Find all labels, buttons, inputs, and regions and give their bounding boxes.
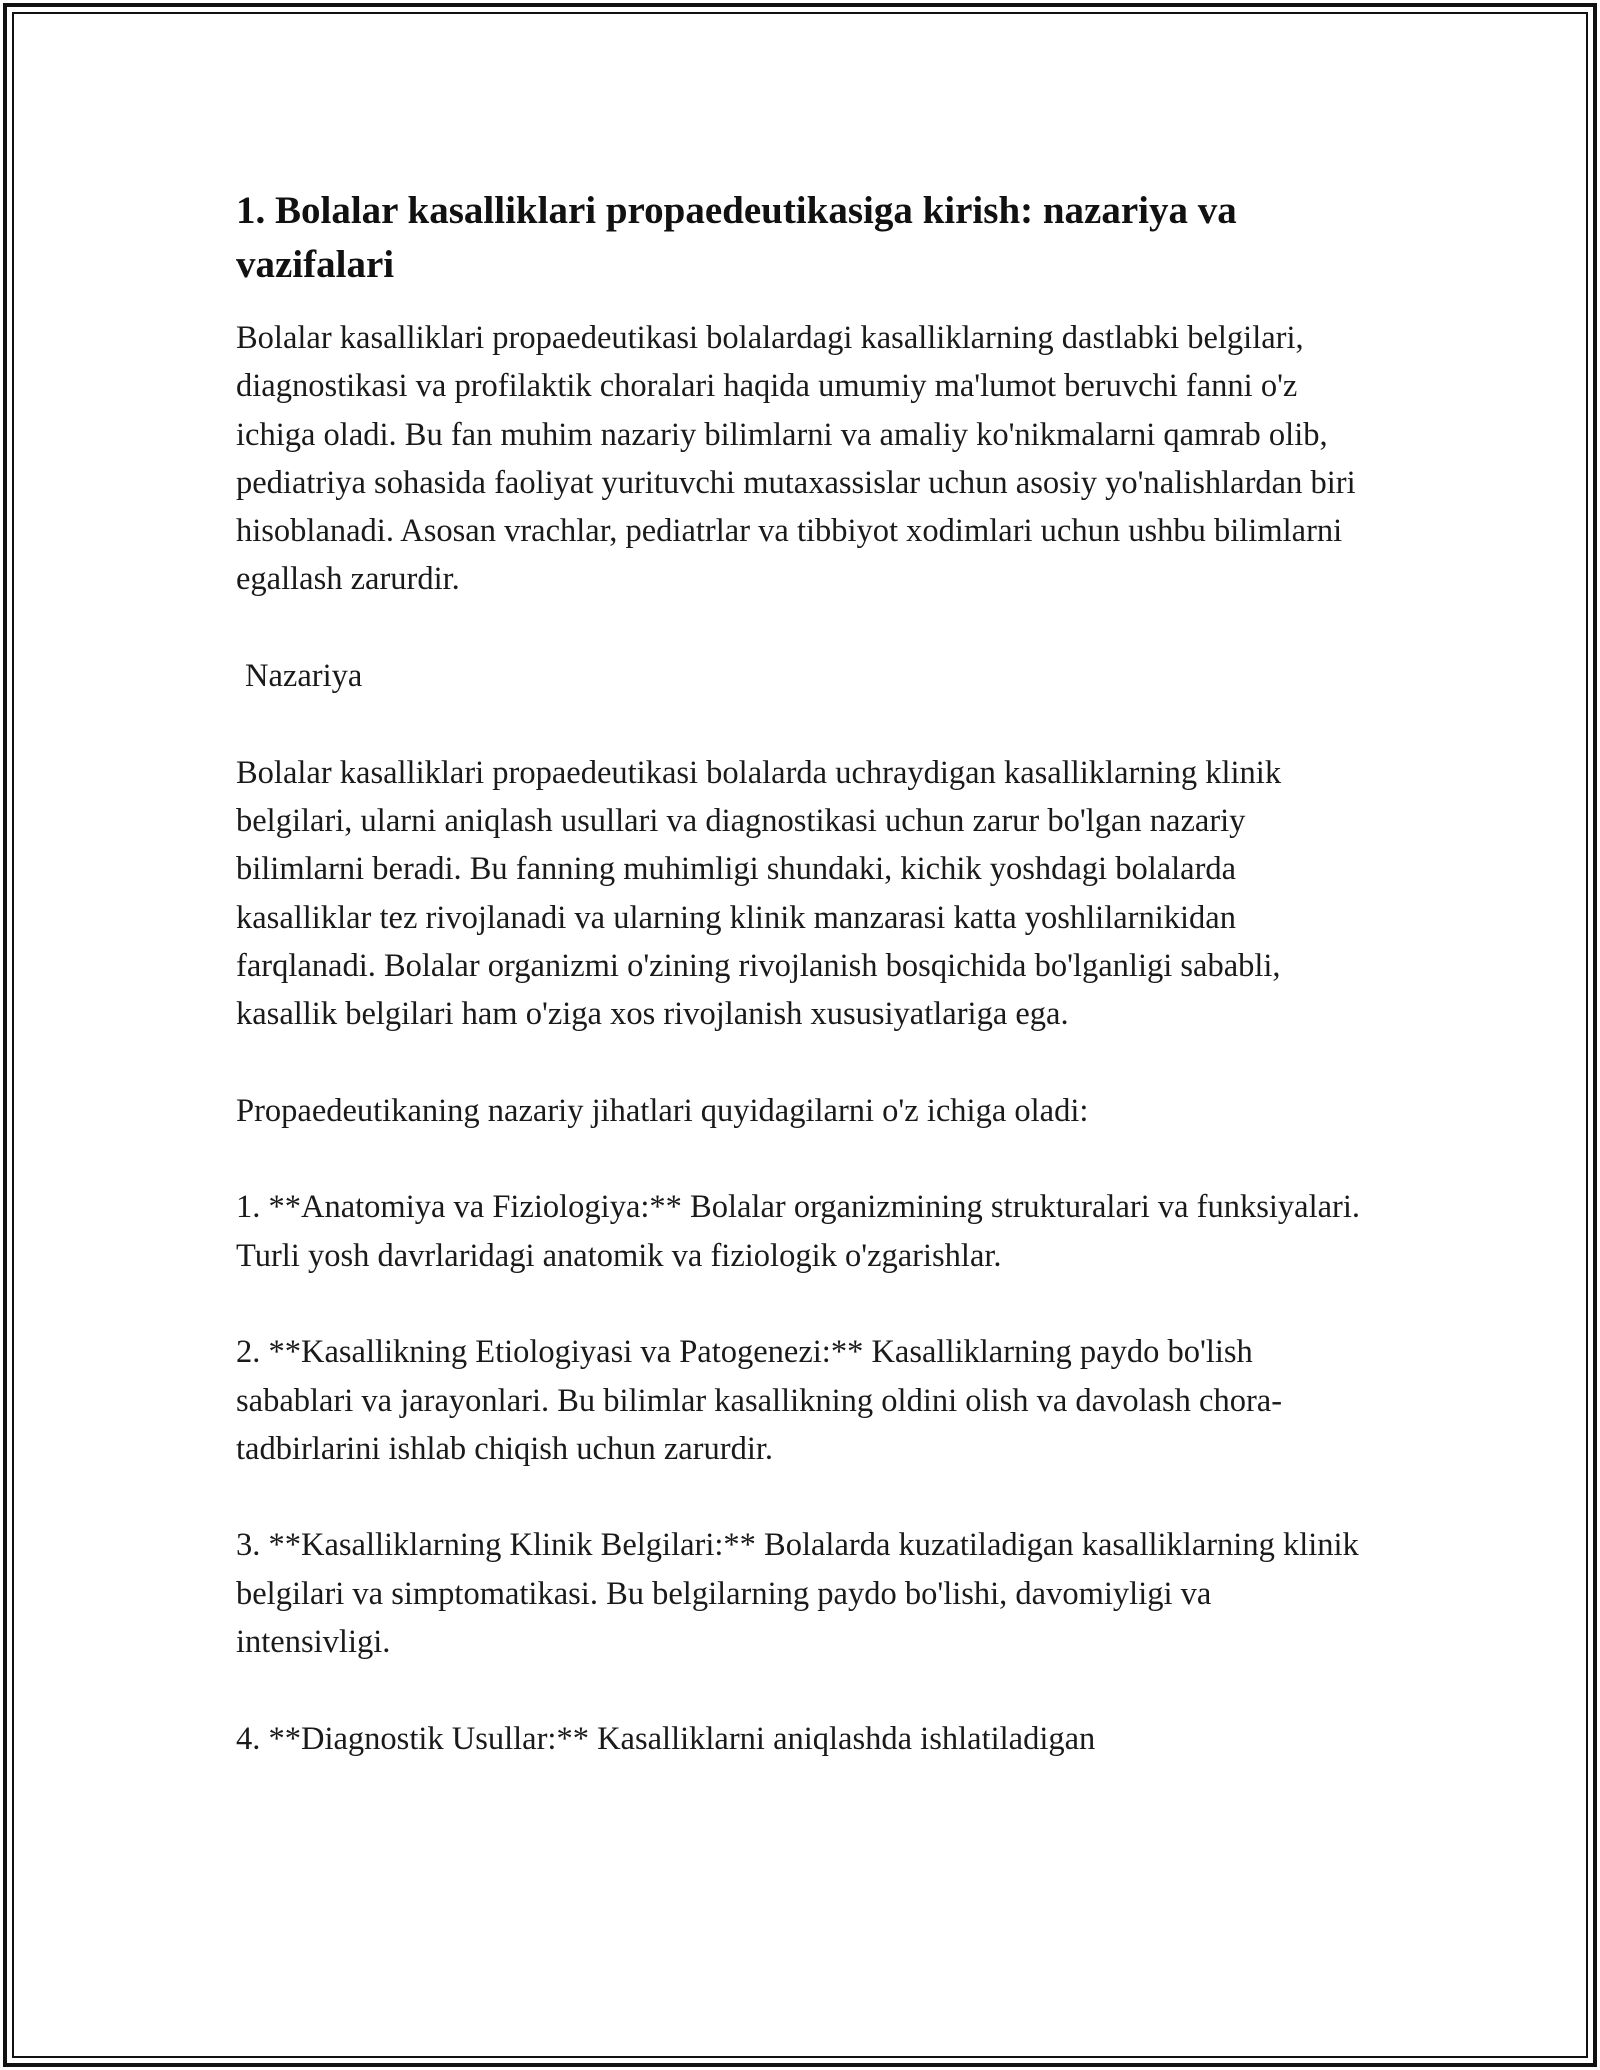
theory-paragraph: Bolalar kasalliklari propaedeutikasi bolalarda uchraydigan kasalliklarning klinik belgilari, ularni aniqlash usullari va diagnostikasi uchun zarur bo'lgan nazariy bilimlarni beradi. Bu fanning muhimligi shundaki, kichik yoshdagi bolalarda kasalliklar tez rivojlanadi va ularning klinik manzarasi katta yoshlilarnikidan farqlanadi. Bolalar organizmi o'zining rivojlanish bosqichida bo'lganligi sababli, kasallik belgilari ham o'ziga xos rivojlanish xususiyatlariga ega. <box>236 754 1282 1033</box>
document-title: 1. Bolalar kasalliklari propaedeutikasiga kirish: nazariya va vazifalari <box>236 189 1237 286</box>
list-item-diagnostics: 4. **Diagnostik Usullar:** Kasalliklarni aniqlashda ishlatiladigan <box>236 1720 1096 1757</box>
list-item-clinical-signs: 3. **Kasalliklarning Klinik Belgilari:** Bolalarda kuzatiladigan kasalliklarning klinik belgilari va simptomatikasi. Bu belgilarning paydo bo'lishi, davomiyligi va intensivligi. <box>236 1527 1359 1661</box>
list-intro: Propaedeutikaning nazariy jihatlari quyidagilarni o'z ichiga oladi: <box>236 1092 1089 1129</box>
document-body <box>236 184 1366 1763</box>
section-heading-nazariya: Nazariya <box>245 658 363 695</box>
intro-paragraph: Bolalar kasalliklari propaedeutikasi bolalardagi kasalliklarning dastlabki belgilari, diagnostikasi va profilaktik choralari haqida umumiy ma'lumot beruvchi fanni o'z ichiga oladi. Bu fan muhim nazariy bilimlarni va amaliy ko'nikmalarni qamrab olib, pediatriya sohasida faoliyat yurituvchi mutaxassislar uchun asosiy yo'nalishlardan biri hisoblanadi. Asosan vrachlar, pediatrlar va tibbiyot xodimlari uchun ushbu bilimlarni egallash zarurdir. <box>236 320 1356 598</box>
list-item-anatomy: 1. **Anatomiya va Fiziologiya:** Bolalar organizmining strukturalari va funksiyalari. Turli yosh davrlaridagi anatomik va fiziologik o'zgarishlar. <box>236 1189 1361 1274</box>
list-item-etiology: 2. **Kasallikning Etiologiyasi va Patogenezi:** Kasalliklarning paydo bo'lish sabablari va jarayonlari. Bu bilimlar kasallikning oldini olish va davolash chora-tadbirlarini ishlab chiqish uchun zarurdir. <box>236 1334 1283 1467</box>
